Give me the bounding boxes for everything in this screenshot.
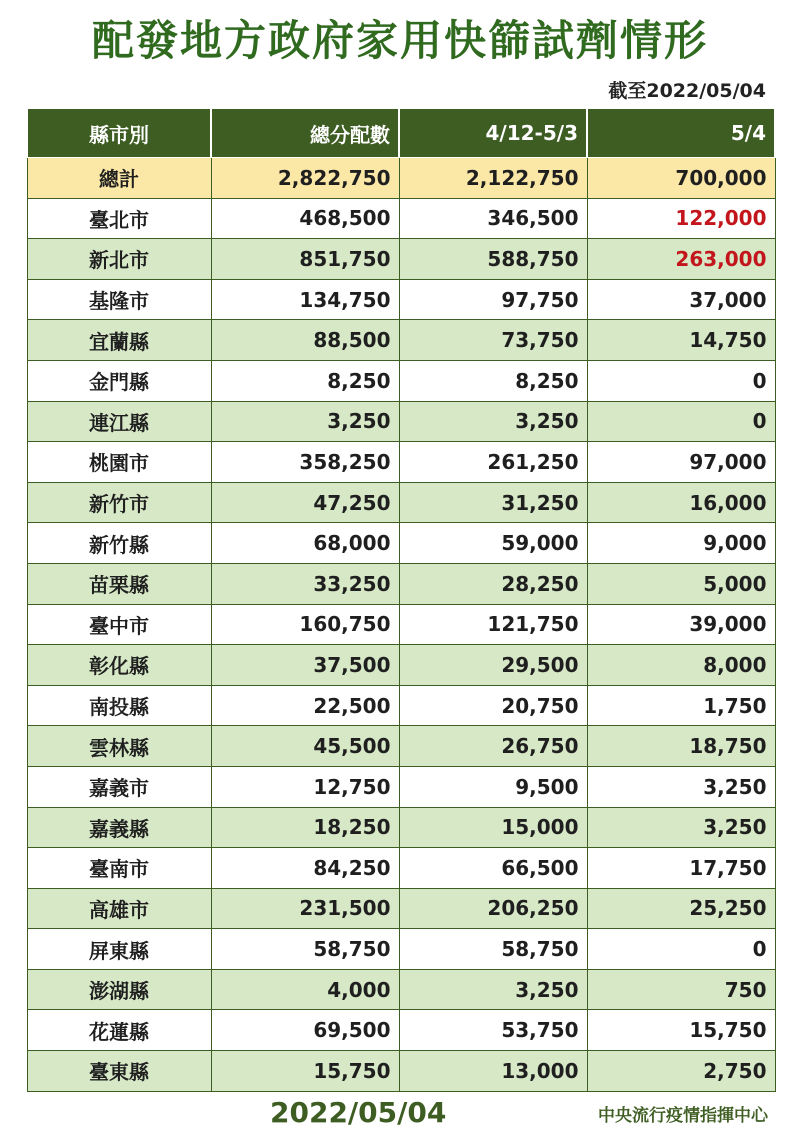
table-row bbox=[27, 726, 775, 767]
county-name: 新竹市 bbox=[27, 482, 211, 523]
total-allocated-cell: 468,500 bbox=[211, 198, 399, 239]
county-name: 連江縣 bbox=[27, 401, 211, 442]
total-allocated-cell: 88,500 bbox=[211, 320, 399, 361]
period-1-cell: 59,000 bbox=[399, 523, 587, 564]
table-row bbox=[27, 807, 775, 848]
table-row bbox=[27, 929, 775, 970]
table-row bbox=[27, 563, 775, 604]
county-name: 臺北市 bbox=[27, 198, 211, 239]
table-row bbox=[27, 320, 775, 361]
distribution-table bbox=[26, 108, 776, 1092]
table-row bbox=[27, 198, 775, 239]
county-name: 金門縣 bbox=[27, 360, 211, 401]
total-allocated-cell: 37,500 bbox=[211, 645, 399, 686]
county-name: 臺南市 bbox=[27, 848, 211, 889]
footer-organization: 中央流行疫情指揮中心 bbox=[598, 1106, 768, 1126]
table-row bbox=[27, 360, 775, 401]
period-1-cell: 8,250 bbox=[399, 360, 587, 401]
county-name: 花蓮縣 bbox=[27, 1010, 211, 1051]
total-allocated-cell: 33,250 bbox=[211, 563, 399, 604]
footer-date: 2022/05/04 bbox=[270, 1096, 447, 1129]
total-allocated-cell: 18,250 bbox=[211, 807, 399, 848]
period-1-cell: 206,250 bbox=[399, 888, 587, 929]
total-allocated-cell: 68,000 bbox=[211, 523, 399, 564]
period-2-cell: 14,750 bbox=[587, 320, 775, 361]
header-period-2: 5/4 bbox=[587, 109, 775, 158]
period-2-cell: 17,750 bbox=[587, 848, 775, 889]
county-name: 臺中市 bbox=[27, 604, 211, 645]
table-row bbox=[27, 1010, 775, 1051]
table-row bbox=[27, 442, 775, 483]
total-allocated-cell: 58,750 bbox=[211, 929, 399, 970]
total-row bbox=[27, 158, 775, 199]
period-2-cell: 39,000 bbox=[587, 604, 775, 645]
header-total-allocated: 總分配數 bbox=[211, 109, 399, 158]
table-row bbox=[27, 401, 775, 442]
total-allocated-cell: 231,500 bbox=[211, 888, 399, 929]
page-title: 配發地方政府家用快篩試劑情形 bbox=[91, 16, 708, 65]
period-1-cell: 29,500 bbox=[399, 645, 587, 686]
period-2-cell: 2,750 bbox=[587, 1051, 775, 1092]
county-name: 屏東縣 bbox=[27, 929, 211, 970]
county-name: 桃園市 bbox=[27, 442, 211, 483]
table-row bbox=[27, 888, 775, 929]
total-allocated-cell: 358,250 bbox=[211, 442, 399, 483]
header-period-1: 4/12-5/3 bbox=[399, 109, 587, 158]
county-name: 彰化縣 bbox=[27, 645, 211, 686]
period-1-cell: 26,750 bbox=[399, 726, 587, 767]
total-allocated-cell: 84,250 bbox=[211, 848, 399, 889]
period-2-cell: 16,000 bbox=[587, 482, 775, 523]
period-2-cell: 15,750 bbox=[587, 1010, 775, 1051]
period-1-cell: 588,750 bbox=[399, 239, 587, 280]
total-allocated-cell: 160,750 bbox=[211, 604, 399, 645]
period-2-cell: 5,000 bbox=[587, 563, 775, 604]
period-1-cell: 66,500 bbox=[399, 848, 587, 889]
period-1-cell: 13,000 bbox=[399, 1051, 587, 1092]
table-header-row bbox=[27, 109, 775, 158]
period-1-cell: 20,750 bbox=[399, 685, 587, 726]
period-1-cell: 121,750 bbox=[399, 604, 587, 645]
table-row bbox=[27, 969, 775, 1010]
period-1-cell: 15,000 bbox=[399, 807, 587, 848]
header-county: 縣市別 bbox=[27, 109, 211, 158]
period-1-cell: 31,250 bbox=[399, 482, 587, 523]
period-2-cell: 8,000 bbox=[587, 645, 775, 686]
total-allocated-cell: 15,750 bbox=[211, 1051, 399, 1092]
total-allocated-cell: 45,500 bbox=[211, 726, 399, 767]
county-name: 南投縣 bbox=[27, 685, 211, 726]
total-label: 總計 bbox=[27, 158, 211, 199]
period-2-cell: 97,000 bbox=[587, 442, 775, 483]
period-2-cell: 0 bbox=[587, 360, 775, 401]
table-row bbox=[27, 645, 775, 686]
total-allocated-cell: 22,500 bbox=[211, 685, 399, 726]
total-allocated-cell: 69,500 bbox=[211, 1010, 399, 1051]
county-name: 雲林縣 bbox=[27, 726, 211, 767]
period-2-cell: 37,000 bbox=[587, 279, 775, 320]
table-row bbox=[27, 482, 775, 523]
period-2-cell: 750 bbox=[587, 969, 775, 1010]
total-allocated-cell: 47,250 bbox=[211, 482, 399, 523]
table-row bbox=[27, 239, 775, 280]
county-name: 嘉義市 bbox=[27, 766, 211, 807]
period-2-cell: 3,250 bbox=[587, 766, 775, 807]
period-1-cell: 3,250 bbox=[399, 401, 587, 442]
county-name: 臺東縣 bbox=[27, 1051, 211, 1092]
table-row bbox=[27, 766, 775, 807]
table-row bbox=[27, 279, 775, 320]
total-allocated-cell: 851,750 bbox=[211, 239, 399, 280]
table-row bbox=[27, 1051, 775, 1092]
period-1-cell: 53,750 bbox=[399, 1010, 587, 1051]
total-allocated-cell: 8,250 bbox=[211, 360, 399, 401]
period-2-cell: 263,000 bbox=[587, 239, 775, 280]
period-1-cell: 97,750 bbox=[399, 279, 587, 320]
county-name: 高雄市 bbox=[27, 888, 211, 929]
county-name: 新北市 bbox=[27, 239, 211, 280]
county-name: 澎湖縣 bbox=[27, 969, 211, 1010]
period-2-cell: 25,250 bbox=[587, 888, 775, 929]
period-1-cell: 58,750 bbox=[399, 929, 587, 970]
period-2-cell: 9,000 bbox=[587, 523, 775, 564]
table-row bbox=[27, 523, 775, 564]
period-1-cell: 28,250 bbox=[399, 563, 587, 604]
period-2-cell: 122,000 bbox=[587, 198, 775, 239]
county-name: 新竹縣 bbox=[27, 523, 211, 564]
county-name: 基隆市 bbox=[27, 279, 211, 320]
period-2-cell: 18,750 bbox=[587, 726, 775, 767]
as-of-date: 截至2022/05/04 bbox=[608, 80, 766, 102]
period-1-cell: 261,250 bbox=[399, 442, 587, 483]
county-name: 嘉義縣 bbox=[27, 807, 211, 848]
period-1-cell: 346,500 bbox=[399, 198, 587, 239]
total-period-2: 700,000 bbox=[587, 158, 775, 199]
county-name: 宜蘭縣 bbox=[27, 320, 211, 361]
table-row bbox=[27, 848, 775, 889]
total-allocated-cell: 134,750 bbox=[211, 279, 399, 320]
total-allocated: 2,822,750 bbox=[211, 158, 399, 199]
total-allocated-cell: 12,750 bbox=[211, 766, 399, 807]
period-2-cell: 3,250 bbox=[587, 807, 775, 848]
period-1-cell: 3,250 bbox=[399, 969, 587, 1010]
period-2-cell: 0 bbox=[587, 929, 775, 970]
period-2-cell: 0 bbox=[587, 401, 775, 442]
table-row bbox=[27, 685, 775, 726]
total-period-1: 2,122,750 bbox=[399, 158, 587, 199]
table-row bbox=[27, 604, 775, 645]
period-1-cell: 9,500 bbox=[399, 766, 587, 807]
period-1-cell: 73,750 bbox=[399, 320, 587, 361]
county-name: 苗栗縣 bbox=[27, 563, 211, 604]
period-2-cell: 1,750 bbox=[587, 685, 775, 726]
total-allocated-cell: 4,000 bbox=[211, 969, 399, 1010]
total-allocated-cell: 3,250 bbox=[211, 401, 399, 442]
